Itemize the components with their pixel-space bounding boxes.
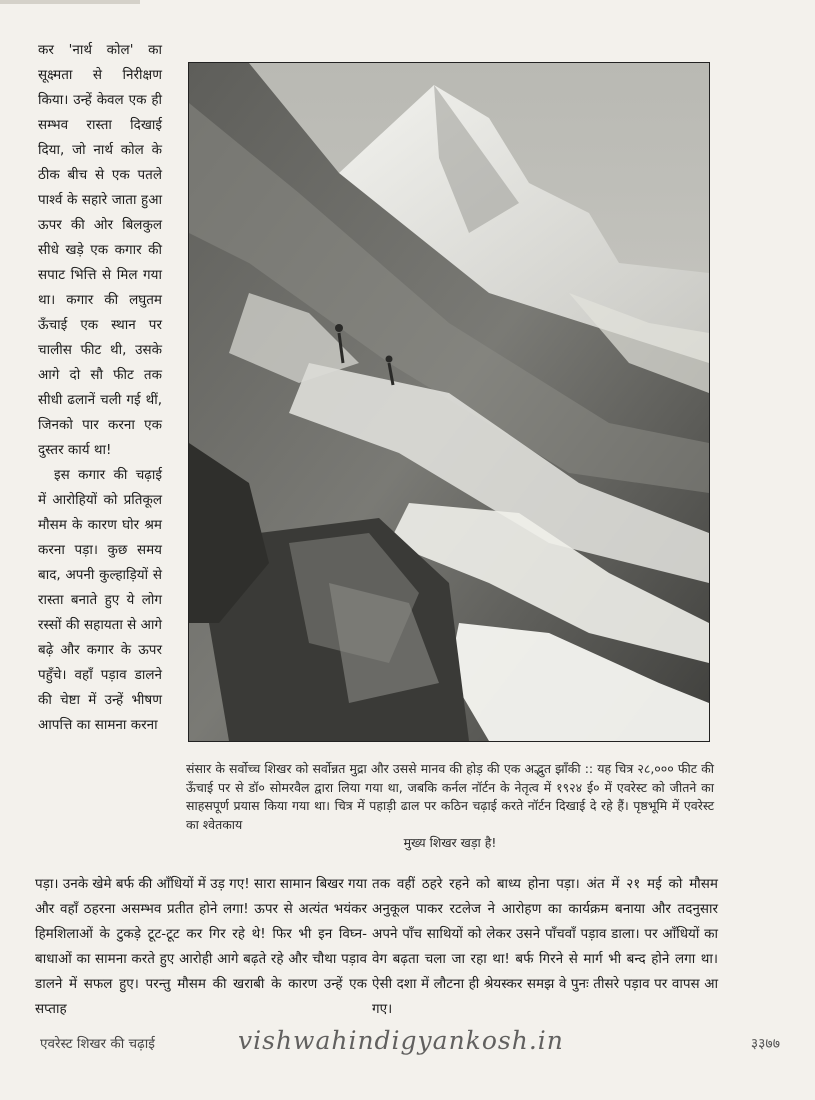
left-paragraph-2: इस कगार की चढ़ाई में आरोहियों को प्रतिकूल मौसम के कारण घोर श्रम करना पड़ा। कुछ समय बाद, अपनी कुल्हाड़ियों से रास्ता बनाते हुए ये लोग रस्सों की सहायता से आगे बढ़े और कगार के ऊपर पहुँचे। वहाँ पड़ाव डालने की चेष्टा में उन्हें भीषण आपत्ति का सामना करना — [38, 467, 162, 733]
header-rule — [0, 0, 140, 4]
bottom-right-column: तक वहीं ठहरे रहने को बाध्य होना पड़ा। अंत में २१ मई को मौसम अनुकूल पाकर रटलेज ने आरोहण का कार्यक्रम बनाया और तदनुसार अपने पाँच साथियों को लेकर उसने पाँचवाँ पड़ाव डाला। पर आँधियों का वेग बढ़ता चला जा रहा था! बर्फ गिरने से मार्ग भी बन्द होने लगा था। ऐसी दशा में लौटना ही श्रेयस्कर समझ वे पुनः तीसरे पड़ाव पर वापस आ गए। — [372, 876, 718, 1017]
site-watermark: vishwahindigyankosh.in — [238, 1026, 564, 1055]
mountain-photo-illustration — [189, 63, 709, 741]
page-footer — [40, 1026, 780, 1058]
bottom-left-column: पड़ा। उनके खेमे बर्फ की आँधियों में उड़ गए! सारा सामान बिखर गया और वहाँ ठहरना असम्भव प्रतीत होने लगा! ऊपर से अत्यंत भयंकर हिमशिलाओं के टुकड़े टूट-टूट कर गिर रहे थे! फिर भी इन विघ्न-बाधाओं का सामना करते हुए आरोही आगे बढ़ते रहे और चौथा पड़ाव डालने में सफल हुए। परन्तु मौसम की खराबी के कारण उन्हें एक सप्ताह — [35, 876, 367, 1017]
photo-caption — [186, 760, 714, 853]
everest-photo — [188, 62, 710, 742]
caption-last-line: मुख्य शिखर खड़ा है! — [403, 835, 497, 850]
left-paragraph-1: कर 'नार्थ कोल' का सूक्ष्मता से निरीक्षण किया। उन्हें केवल एक ही सम्भव रास्ता दिखाई दिया, जो नार्थ कोल के ठीक बीच से एक पतले पार्श्व के सहारे जाता हुआ ऊपर की ओर बिलकुल सीधे खड़े एक कगार की सपाट भित्ति से मिल गया था। कगार की लघुतम ऊँचाई एक स्थान पर चालीस फीट थी, उसके आगे दो सौ फीट तक सीधी ढलानें चली गई थीं, जिनको पार करना एक दुस्तर कार्य था! — [38, 42, 162, 458]
page-number: ३३७७ — [750, 1036, 780, 1052]
caption-main: संसार के सर्वोच्च शिखर को सर्वोन्नत मुद्रा और उससे मानव की होड़ की एक अद्भुत झाँकी :: यह चित्र २८,००० फीट की ऊँचाई पर से डॉ० सोमरवैल द्वारा लिया गया था, जबकि कर्नल नॉर्टन के नेतृत्व में १९२४ ई० में एवरेस्ट को जीतने का साहसपूर्ण प्रयास किया गया था। चित्र में पहाड़ी ढाल पर कठिन चढ़ाई करते नॉर्टन दिखाई दे रहे हैं। पृष्ठभूमि में एवरेस्ट का श्वेतकाय — [186, 761, 714, 832]
left-column — [38, 38, 162, 738]
running-footer-title: एवरेस्ट शिखर की चढ़ाई — [40, 1036, 155, 1052]
